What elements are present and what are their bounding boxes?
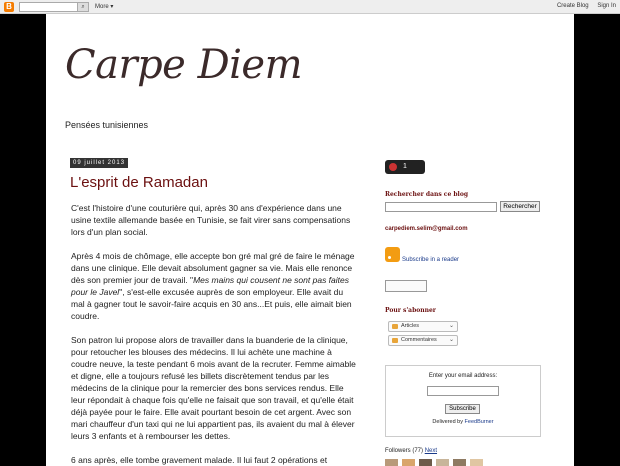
create-blog-link[interactable]: Create Blog bbox=[556, 3, 589, 9]
post-title[interactable]: L'esprit de Ramadan bbox=[70, 174, 208, 191]
followers-next-link[interactable]: Next bbox=[424, 448, 438, 454]
post-paragraph: C'est l'histoire d'une couturière qui, après 30 ans d'expérience dans une usine textile allemande basée en Tunisie, se fait virer sans compensations lors d'un plan social. bbox=[71, 203, 351, 237]
avatar[interactable] bbox=[453, 459, 466, 466]
post-paragraph: 6 ans après, elle tombe gravement malade. Il lui faut 2 opérations et bbox=[71, 455, 328, 465]
subscribe-heading: Pour s'abonner bbox=[385, 307, 436, 314]
post-date: 09 juillet 2013 bbox=[70, 158, 128, 168]
feedburner-link[interactable]: FeedBurner bbox=[464, 419, 494, 425]
feedburner-email-input[interactable] bbox=[427, 386, 499, 396]
blog-search-input[interactable] bbox=[385, 202, 497, 212]
navbar-more-menu[interactable]: More ▾ bbox=[95, 4, 114, 10]
badge-image[interactable] bbox=[385, 280, 427, 292]
google-plus-icon bbox=[389, 163, 397, 171]
post-paragraph: Son patron lui propose alors de travailler dans la buanderie de la clinique, pour retoucher les blouses des médecins. Il lui achète une machine à coudre neuve, la teste pendant 6 mois avant de la recruter. Femme aimable et digne, elle a toujours refusé les billets discrètement tendus par les médecins de la clinique pour la remercier des bons services rendus. Elle leur répondait à chaque fois qu'elle ne faisait que son travail, et qu'elle était déjà payée pour le faire. Elle avait pourtant besoin de cet argent. Avec son mari chauffeur d'un taxi qui ne lui appartient pas, ils avaient du mal à élever leurs 3 enfants et à rembourser les dettes. bbox=[71, 335, 356, 441]
subscribe-reader-link[interactable]: Subscribe in a reader bbox=[402, 257, 460, 263]
blogger-logo-icon[interactable]: B bbox=[4, 2, 14, 12]
navbar-links bbox=[550, 3, 616, 9]
dropdown-label: Commentaires bbox=[401, 337, 437, 343]
followers-label: Followers (77) bbox=[385, 448, 424, 454]
google-plus-count: 1 bbox=[403, 163, 407, 170]
feedburner-footer bbox=[386, 419, 540, 425]
subscribe-comments-dropdown[interactable] bbox=[388, 335, 458, 346]
blog-description: Pensées tunisiennes bbox=[65, 120, 149, 130]
avatar[interactable] bbox=[470, 459, 483, 466]
chevron-down-icon: ⌄ bbox=[448, 337, 454, 343]
blog-title[interactable]: Carpe Diem bbox=[65, 42, 303, 88]
search-heading: Rechercher dans ce blog bbox=[385, 191, 469, 198]
avatar[interactable] bbox=[419, 459, 432, 466]
feedburner-form bbox=[385, 365, 541, 437]
post-paragraph bbox=[71, 250, 358, 322]
feedburner-subscribe-button[interactable]: Subscribe bbox=[445, 404, 480, 414]
sign-in-link[interactable]: Sign In bbox=[597, 3, 616, 9]
avatar[interactable] bbox=[385, 459, 398, 466]
dropdown-label: Articles bbox=[401, 323, 420, 329]
feedburner-label: Enter your email address: bbox=[428, 373, 498, 379]
post-body bbox=[71, 202, 358, 466]
post-text: Après 4 mois de chômage, elle accepte bon gré mal gré de faire le ménage dans une clinique. Elle devait absolument gagner sa vie. Mais elle renonce dès son premier jour de travail. " bbox=[71, 251, 355, 285]
rss-icon[interactable] bbox=[385, 247, 400, 262]
post-text: ", s'est-elle excusée auprès de son employeur. Elle avait du mal à gagner tout le savoir-faire acquis en 30 ans...Et puis, elle aimait bien coudre. bbox=[71, 287, 352, 321]
navbar-search-icon[interactable]: ⌕ bbox=[77, 3, 88, 11]
feedburner-delivered: Delivered by bbox=[432, 419, 463, 425]
google-plus-button[interactable] bbox=[385, 160, 425, 174]
chevron-down-icon: ⌄ bbox=[448, 323, 454, 329]
followers-heading bbox=[385, 448, 437, 454]
blogger-navbar bbox=[0, 0, 620, 14]
blog-search-button[interactable]: Rechercher bbox=[500, 201, 540, 212]
avatar[interactable] bbox=[402, 459, 415, 466]
contact-email: carpediem.selim@gmail.com bbox=[385, 226, 468, 232]
blog-page bbox=[46, 14, 574, 466]
avatar[interactable] bbox=[436, 459, 449, 466]
follower-avatars bbox=[385, 459, 483, 466]
post-quote: Mes mains qui cousent ne sont pas faites pour le Javel bbox=[71, 275, 349, 297]
subscribe-articles-dropdown[interactable] bbox=[388, 321, 458, 332]
